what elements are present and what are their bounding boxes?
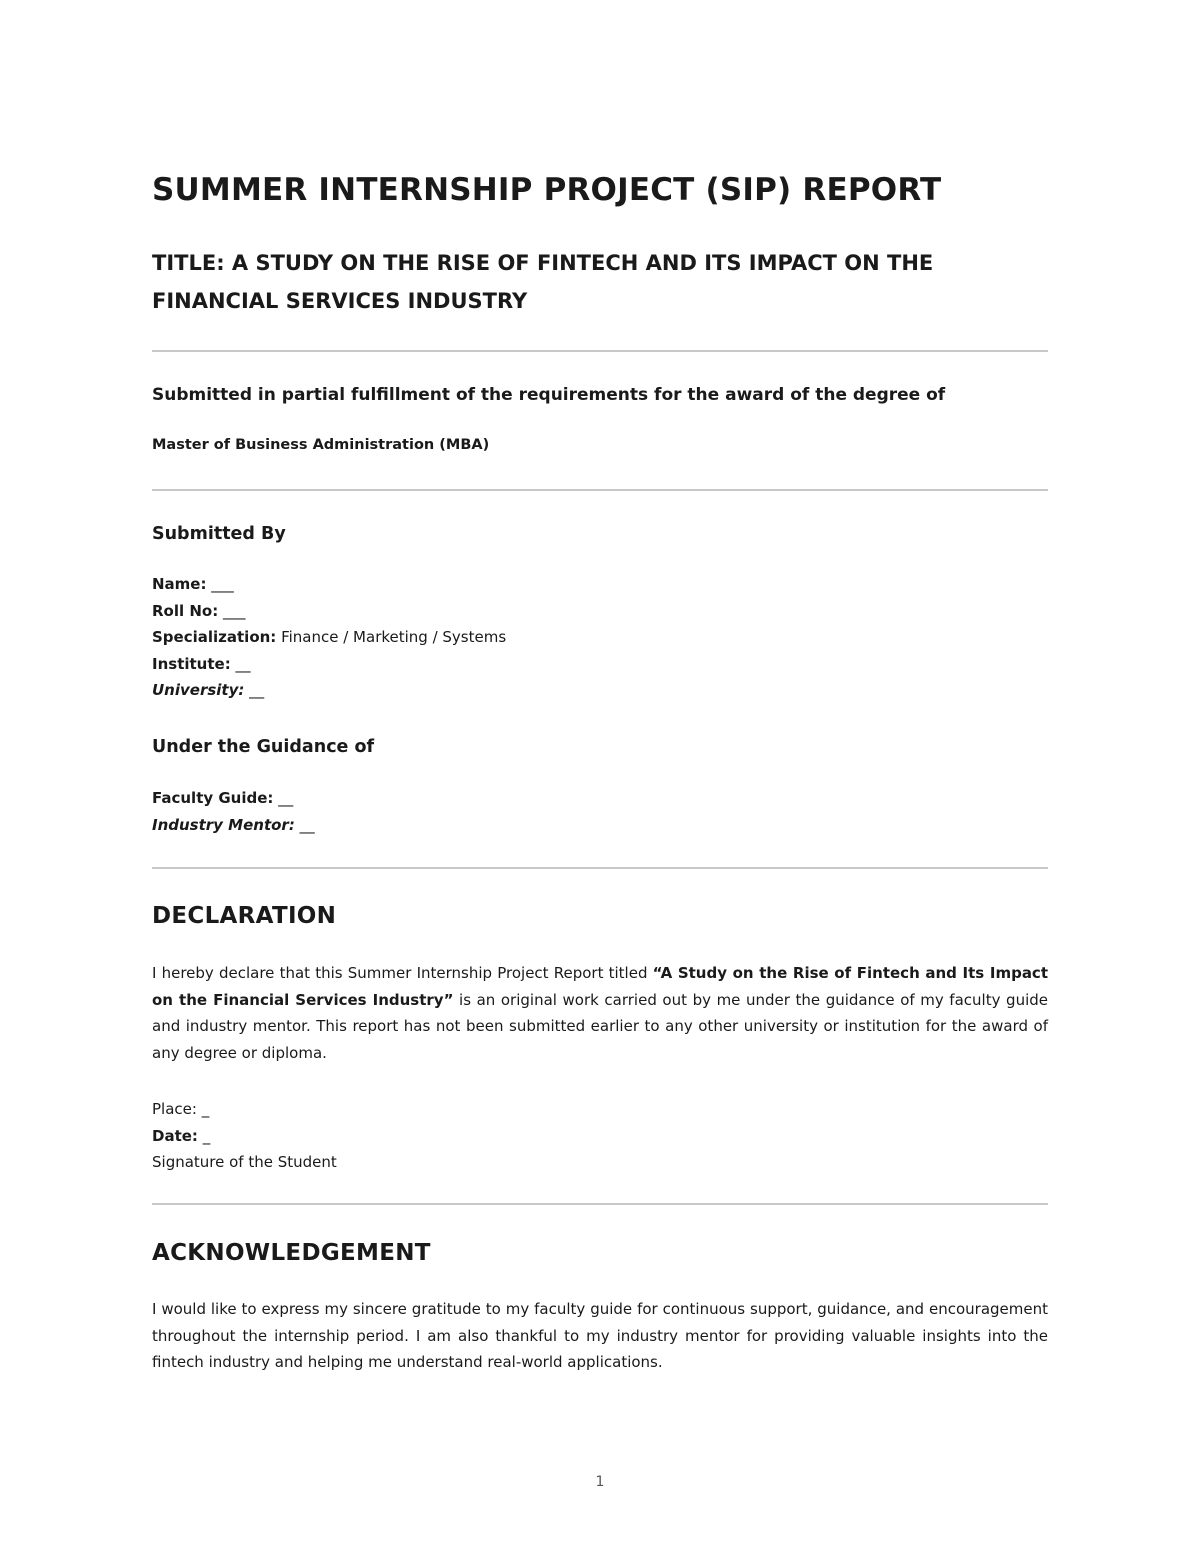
guidance-details bbox=[152, 785, 315, 838]
acknowledgement-paragraph: I would like to express my sincere gratitude to my faculty guide for continuous support, guidance, and encouragement throughout the internship period. I am also thankful to my industry mentor for providing valuable insights into the fintech industry and helping me understand real-world applications. bbox=[152, 1300, 1048, 1371]
institute-row bbox=[152, 651, 506, 678]
divider bbox=[152, 350, 1048, 352]
field-value: __ bbox=[294, 815, 315, 834]
page-number: 1 bbox=[595, 1474, 605, 1490]
submission-statement: Submitted in partial fulfillment of the requirements for the award of the degree of bbox=[152, 385, 946, 405]
report-subtitle: TITLE: A STUDY ON THE RISE OF FINTECH AND ITS IMPACT ON THE FINANCIAL SERVICES INDUSTRY bbox=[152, 251, 934, 313]
declaration-heading: DECLARATION bbox=[152, 903, 337, 929]
field-label: Specialization: bbox=[152, 628, 277, 646]
field-value: _ bbox=[197, 1126, 211, 1145]
report-main-title: SUMMER INTERNSHIP PROJECT (SIP) REPORT bbox=[152, 172, 942, 208]
field-label: Date: bbox=[152, 1126, 198, 1145]
divider bbox=[152, 489, 1048, 491]
field-label: Industry Mentor: bbox=[152, 815, 295, 834]
university-row bbox=[152, 677, 506, 704]
field-value: __ bbox=[273, 789, 294, 807]
specialization-row bbox=[152, 624, 506, 651]
guidance-heading: Under the Guidance of bbox=[152, 737, 375, 757]
student-details bbox=[152, 571, 506, 704]
field-label: Place: bbox=[152, 1100, 197, 1118]
field-label: Faculty Guide: bbox=[152, 789, 274, 807]
field-value: ___ bbox=[206, 575, 234, 593]
signature-label: Signature of the Student bbox=[152, 1153, 337, 1171]
acknowledgement-heading: ACKNOWLEDGEMENT bbox=[152, 1240, 431, 1266]
faculty-guide-row bbox=[152, 785, 315, 812]
field-label: Roll No: bbox=[152, 601, 219, 620]
field-value: Finance / Marketing / Systems bbox=[276, 628, 507, 646]
field-value: _ bbox=[196, 1100, 210, 1118]
student-name-row bbox=[152, 571, 506, 598]
field-label: University: bbox=[152, 681, 245, 699]
report-title-quote: “A Study on the Rise of Fintech and Its Impact on the Financial Services Industry” bbox=[152, 964, 1048, 1009]
submitted-by-heading: Submitted By bbox=[152, 524, 286, 544]
degree-name: Master of Business Administration (MBA) bbox=[152, 437, 490, 453]
industry-mentor-row bbox=[152, 812, 315, 839]
field-label: Name: bbox=[152, 575, 207, 593]
field-label: Institute: bbox=[152, 654, 231, 673]
field-value: __ bbox=[230, 654, 251, 673]
field-value: __ bbox=[244, 681, 265, 699]
declaration-text: is an original work carried out by me under the guidance of my faculty guide and industry mentor. This report has not been submitted earlier to any other university or institution for the award of any degree or diploma. bbox=[152, 990, 1048, 1062]
field-value: ___ bbox=[218, 601, 246, 620]
divider bbox=[152, 1203, 1048, 1205]
date-row bbox=[152, 1123, 337, 1150]
declaration-paragraph bbox=[152, 960, 1048, 1066]
place-row bbox=[152, 1096, 337, 1123]
declaration-text: I hereby declare that this Summer Internship Project Report titled bbox=[152, 964, 653, 982]
signature-block bbox=[152, 1096, 337, 1176]
roll-no-row bbox=[152, 598, 506, 625]
divider bbox=[152, 867, 1048, 869]
